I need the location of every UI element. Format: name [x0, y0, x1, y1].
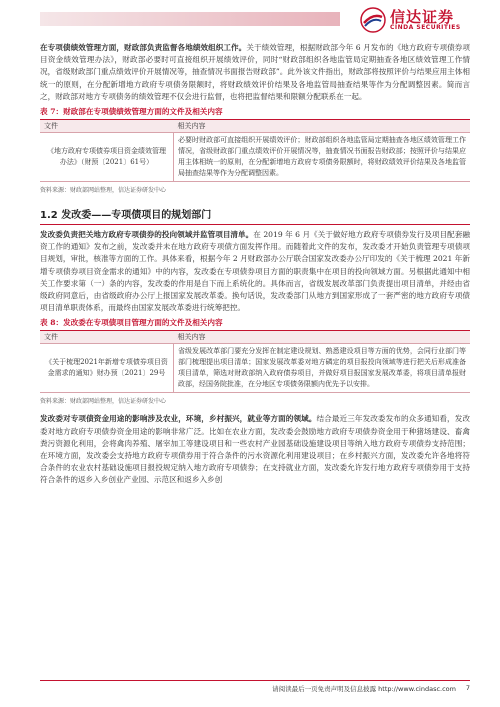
table-cell-content: 省级发展改革部门要充分发挥在制定建设规划、熟悉建设项目等方面的优势，会同行业部门等部门梳理提出项目清单；国家发展改革委对地方磷定的项目报投向领域等进行把关后形成准备项目清单，筛选对财政部纳入政府债券项目，并做好项目报国家发展改革委，将项目清单报财政部，经国务院批准，在分地区专项债务限额内优先予以安排。 — [178, 347, 466, 389]
table-8-col-content: 相关内容 — [174, 331, 471, 344]
paragraph-text: 关于绩效管理，根据财政部今年 6 月发布的《地方政府专项债券项目资金绩效管理办法》，财政部必要时可直接组织开展绩效评价，同时“财政部组织各地监管局定期抽查各地区绩效管理工作情况，省级财政部门重点绩效评价开展情况等，抽查情况书面报告财政部”。此外该文件指出，财政部将按照评价与结果应用主体相统一的原则，在分配新增地方政府专项债务限额时，将财政绩效评价结果及各地监管局抽查结果等作为分配调整因素。简而言之，财政部对地方专项债务的绩效管理不仅会进行监督，也将把监督结果和限额分配联系在一起。 — [40, 43, 471, 101]
paragraph-lead: 发改委对专项债资金用途的影响涉及农业，环境，乡村振兴，就业等方面的领域。 — [40, 414, 317, 424]
table-8-caption: 表 8：发改委在专项债项目管理方面的文件及相关内容 — [40, 318, 223, 328]
table-8 — [40, 330, 470, 393]
logo-text-cn: 信达证券 — [390, 8, 455, 26]
paragraph-text: 在 2019 年 6 月《关于做好地方政府专项债券发行及项目配套融资工作的通知》发布之前，发改委并未在地方政府专项债方面发挥作用。而随着此文件的发布，发改委才开始负责管理专项债项目规划，审批，核准等方面的工作。具体来看，根据今年 2 月财政部办公厅联合国家发改委办公厅印发的《关于梳理 2021 年新增专项债券项目资金需求的通知》中的内容，发改委在专项债券项目方面的职责集中在项目的投向领域方面。另根据此通知中相关工作要求第（一）条的内容，发改委的作用是自下而上系统化的。具体而言，省级发展改革部门负责提出项目清单，并经由省级政府同意后，由省级政府办公厅上报国家发展改革委。换句话说，发改委部门从地方到国家形成了一套严密的地方政府专项债项目清单职责体系，而最终由国家发展改革委进行统筹把控。 — [40, 230, 471, 313]
table-7 — [40, 119, 470, 182]
paragraph-ndrc-role — [40, 229, 470, 314]
cinda-logo-icon — [360, 7, 386, 33]
page-content — [40, 42, 470, 487]
paragraph-performance-management — [40, 42, 470, 103]
paragraph-ndrc-fund-use — [40, 413, 470, 486]
table-7-source: 资料来源：财政部网站整理，信达证券研发中心 — [40, 187, 167, 195]
table-7-col-doc: 文件 — [40, 120, 174, 133]
table-7-col-content: 相关内容 — [174, 120, 471, 133]
table-cell-doc: 《关于梳理2021年新增专项债券项目资金需求的通知》财办预〔2021〕29号 — [40, 344, 174, 393]
table-8-source: 资料来源：财政部网站整理，信达证券研发中心 — [40, 398, 167, 406]
header-accent-bar — [40, 12, 340, 26]
section-heading: 1.2 发改委——专项债项目的规划部门 — [40, 204, 470, 225]
paragraph-lead: 发改委负责把关地方政府专项债券的投向领域并监管项目清单。 — [40, 230, 254, 240]
table-8-col-doc: 文件 — [40, 331, 174, 344]
table-7-caption: 表 7：财政部在专项债绩效管理方面的文件及相关内容 — [40, 107, 223, 117]
page-header — [0, 0, 500, 40]
logo-text-en: CINDA SECURITIES — [390, 24, 461, 31]
table-cell-doc: 《地方政府专项债券项目资金绩效管理办法》（财预〔2021〕61号） — [40, 133, 174, 182]
footer-disclaimer: 请阅读最后一页免责声明及信息披露 http://www.cindasc.com — [272, 685, 456, 693]
paragraph-text: 结合最近三年发改委发布的众多通知看，发改委对地方政府专项债券资金用途的影响非常广泛。比如在农业方面，发改委会鼓励地方政府专项债券资金用于种猪场建设、畜禽粪污资源化利用，会将禽肉养殖、屠宰加工等建设项目和一些农村产业园基础设施建设项目等纳入地方政府专项债券支持范围；在环境方面，发改委会支持地方政府专项债券用于符合条件的污水资源化利用建设项目；在乡村振兴方面，发改委允许各地将符合条件的农业农村基础设施项目报投规定纳入地方政府专项债券；在支持就业方面，发改委允许发行地方政府专项债券用于支持符合条件的返乡入乡创业产业园、示范区和返乡入乡创 — [40, 414, 470, 485]
paragraph-lead: 在专项债绩效管理方面，财政部负责监督各地绩效组织工作。 — [40, 43, 247, 52]
page-number: 7 — [465, 684, 470, 692]
table-row — [40, 133, 470, 182]
page-footer — [40, 680, 470, 695]
cinda-logo — [360, 6, 490, 34]
table-cell-content: 必要时财政部可直接组织开展绩效评价；财政部组织各地监管局定期抽查各地区绩效管理工作情况，省级财政部门重点绩效评价开展情况等，抽查情况书面报告财政部；按照评价与结果应用主体相统一的原则，在分配新增地方政府专项债务限额时，将财政绩效评价结果及各地监管局抽查结果等作为分配调整因素。 — [178, 136, 466, 178]
table-row — [40, 344, 470, 393]
